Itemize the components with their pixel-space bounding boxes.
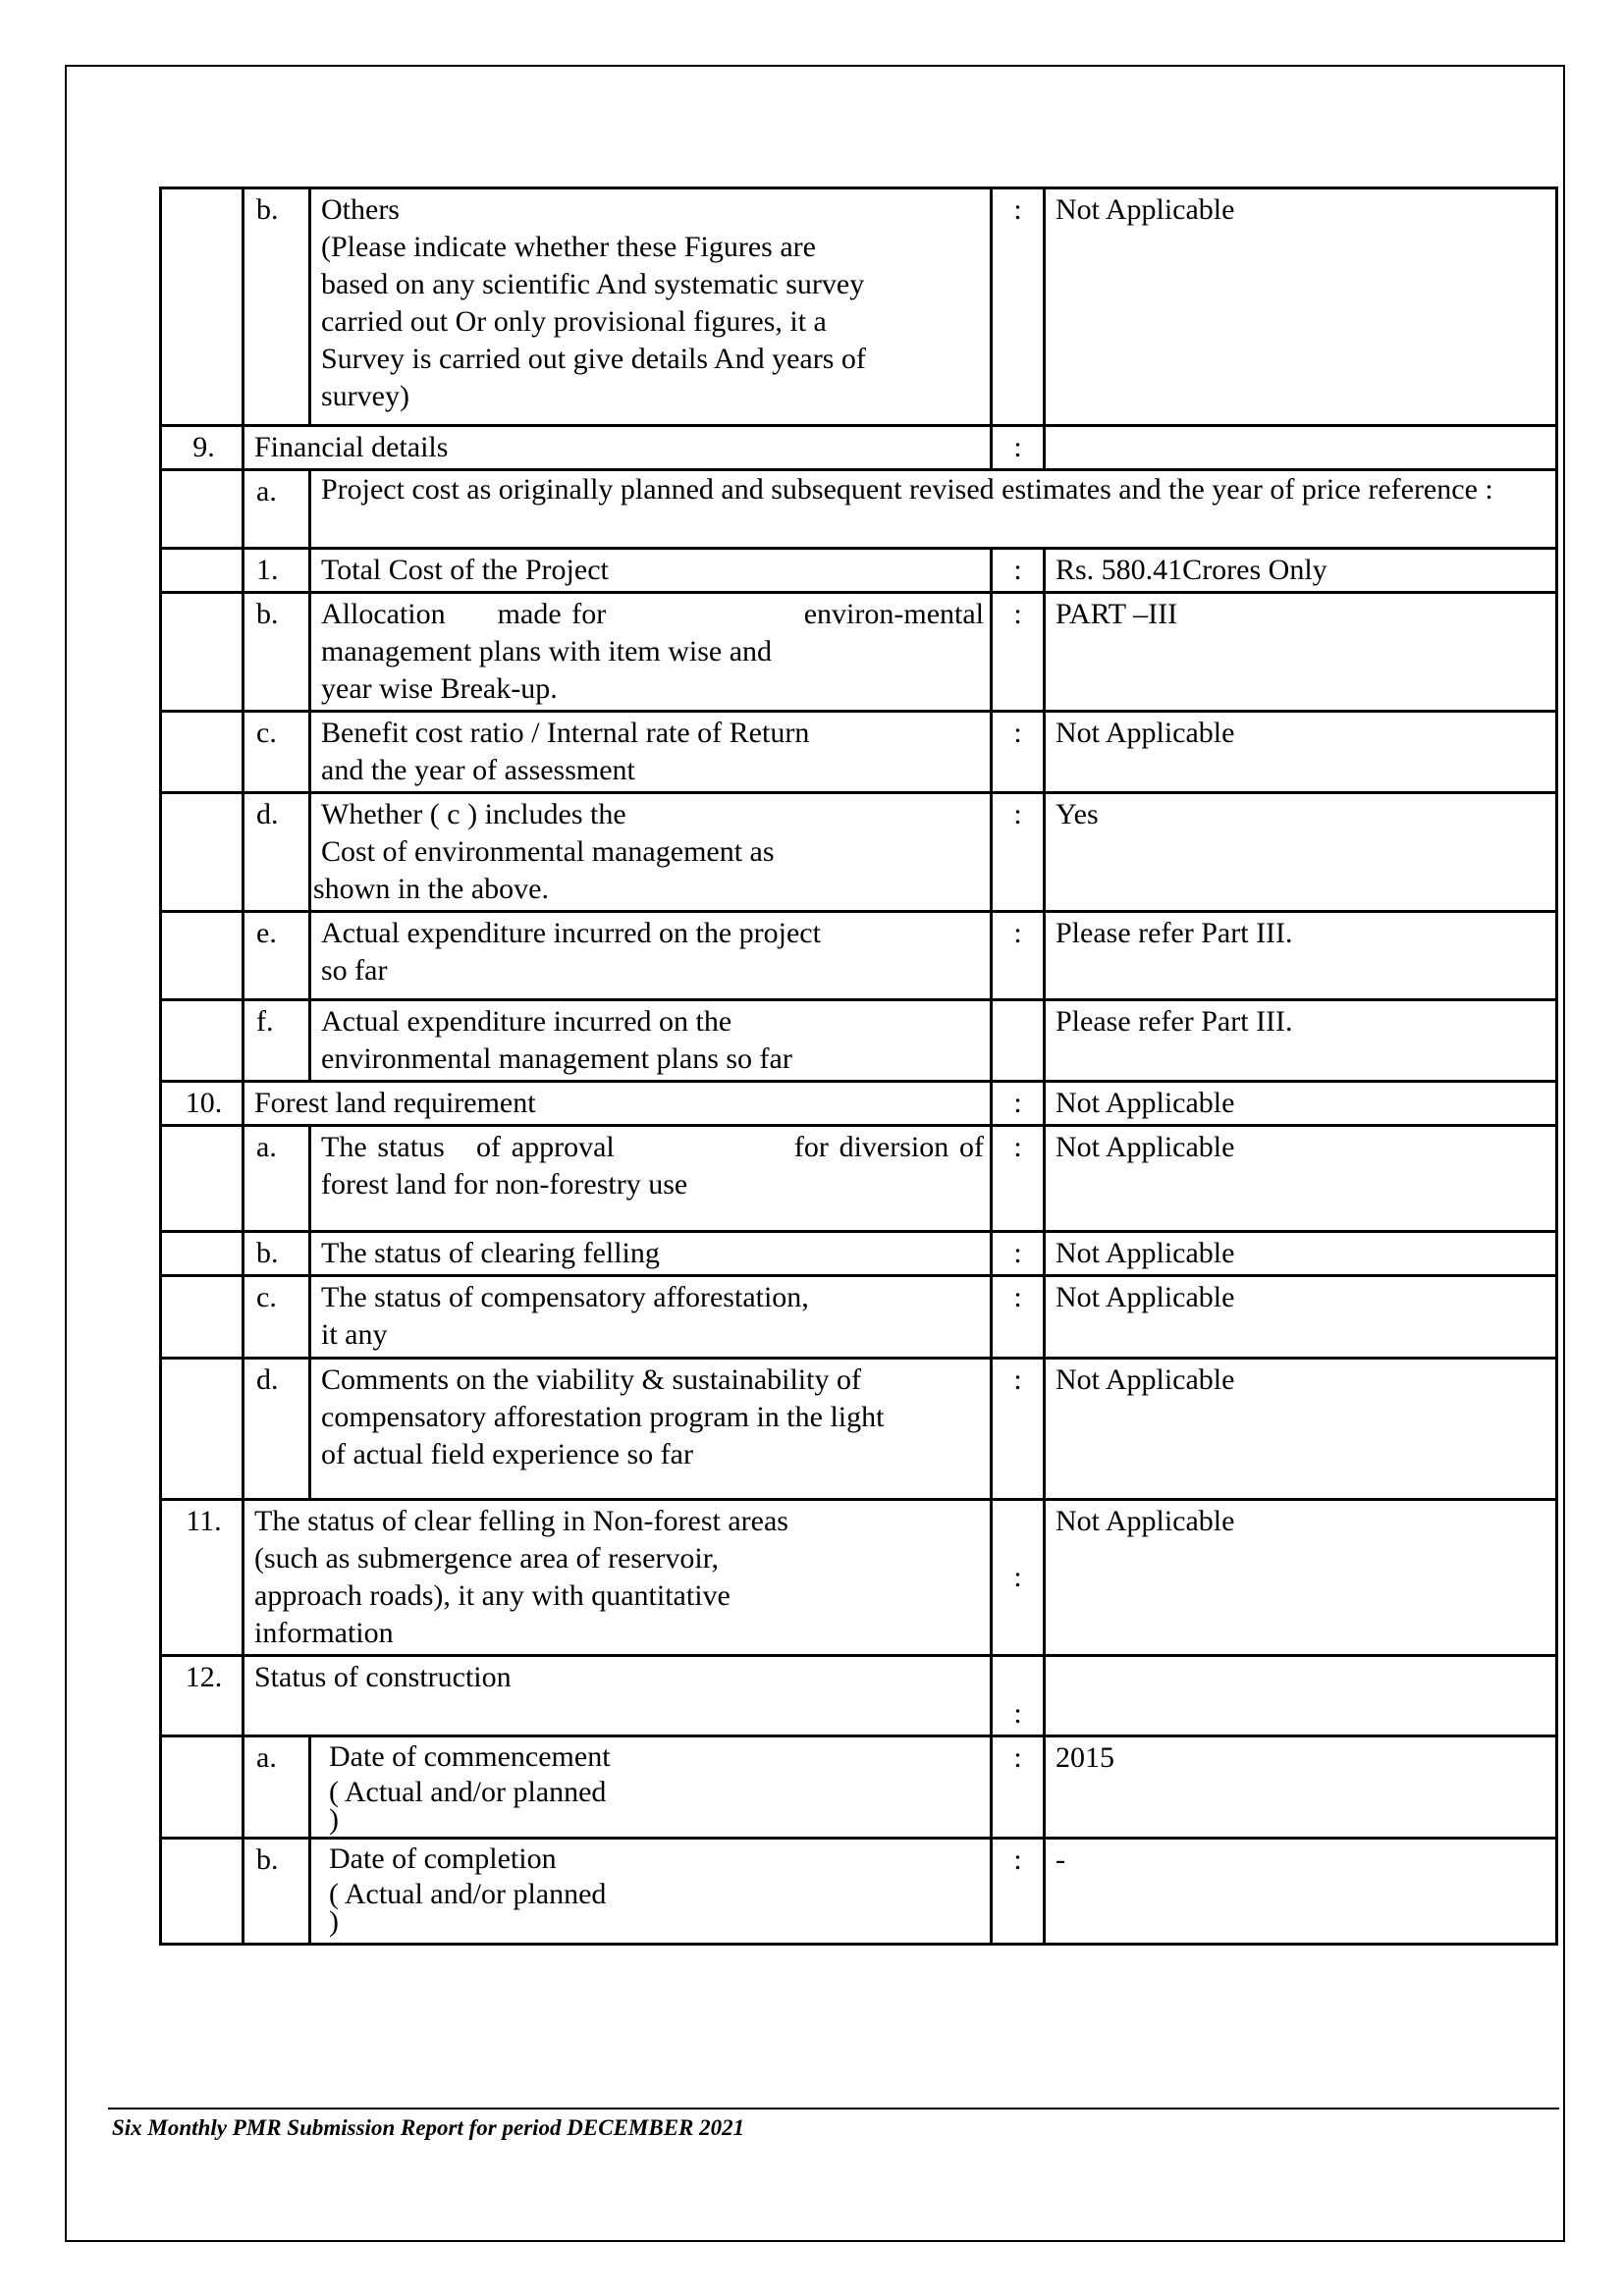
item-description-line: shown in the above. — [313, 873, 549, 905]
item-description-line: it any — [321, 1318, 388, 1351]
sub-item-label: a. — [244, 470, 310, 549]
item-value — [1045, 1656, 1557, 1736]
row-number-cell — [161, 912, 244, 1000]
item-value: Not Applicable — [1045, 1082, 1557, 1126]
colon-separator: : — [992, 1656, 1045, 1736]
item-description-rest: management plans with item wise and year wise Break-up. — [321, 635, 773, 705]
sub-item-label: 1. — [244, 549, 310, 593]
colon-separator: : — [992, 712, 1045, 793]
colon-separator: : — [992, 1500, 1045, 1656]
table-row — [161, 1359, 1557, 1500]
sub-item-label: d. — [244, 793, 310, 912]
sub-item-label: c. — [244, 712, 310, 793]
item-description — [310, 593, 992, 712]
table-row — [161, 793, 1557, 912]
colon-separator: : — [992, 426, 1045, 470]
section-title: Forest land requirement — [244, 1082, 992, 1126]
item-description: Actual expenditure incurred on the environmental management plans so far — [310, 1000, 992, 1082]
table-row — [161, 1000, 1557, 1082]
row-number-cell — [161, 793, 244, 912]
item-description-line: Date of commencement — [329, 1740, 611, 1773]
item-description-line: The status of approval for diversion of — [321, 1131, 984, 1163]
item-description-line: ( Actual and/or planned — [329, 1776, 607, 1808]
sub-item-label: a. — [244, 1126, 310, 1232]
item-description: Benefit cost ratio / Internal rate of Return and the year of assessment — [310, 712, 992, 793]
table-row — [161, 1736, 1557, 1839]
item-description-line: Cost of environmental management as — [321, 835, 775, 868]
item-description-line: Whether ( c ) includes the — [321, 798, 626, 830]
table-row — [161, 912, 1557, 1000]
item-value: Please refer Part III. — [1045, 912, 1557, 1000]
item-description — [310, 793, 992, 912]
item-description-line: ) — [329, 1905, 339, 1938]
footer-report-title: Six Monthly PMR Submission Report for period DECEMBER 2021 — [112, 2115, 745, 2140]
item-description-line: ( Actual and/or planned — [329, 1878, 607, 1910]
colon-separator: : — [992, 1232, 1045, 1276]
colon-separator: : — [992, 1276, 1045, 1359]
sub-item-label: c. — [244, 1276, 310, 1359]
row-number-cell — [161, 1232, 244, 1276]
table-row — [161, 470, 1557, 549]
table-row — [161, 1500, 1557, 1656]
sub-item-label: b. — [244, 1232, 310, 1276]
sub-item-label: b. — [244, 188, 310, 426]
item-value: Not Applicable — [1045, 1126, 1557, 1232]
table-row — [161, 426, 1557, 470]
row-number: 11. — [161, 1500, 244, 1656]
row-number-cell — [161, 1276, 244, 1359]
item-description-line: ) — [329, 1803, 339, 1836]
sub-item-label: a. — [244, 1736, 310, 1839]
row-number: 9. — [161, 426, 244, 470]
table-row — [161, 549, 1557, 593]
item-description: Total Cost of the Project — [310, 549, 992, 593]
colon-separator: : — [992, 1839, 1045, 1945]
footer-divider — [108, 2108, 1559, 2109]
colon-separator: : — [992, 1736, 1045, 1839]
section-title: The status of clear felling in Non-forest areas (such as submergence area of reservoir, approach roads), it any with quantitative information — [244, 1500, 992, 1656]
colon-separator: : — [992, 549, 1045, 593]
item-description-rest: forest land for non-forestry use — [321, 1168, 688, 1201]
table-row — [161, 188, 1557, 426]
section-title: Financial details — [244, 426, 992, 470]
item-title: Others — [321, 193, 400, 226]
row-number-cell — [161, 470, 244, 549]
table-row — [161, 1839, 1557, 1945]
item-value: PART –III — [1045, 593, 1557, 712]
item-description: The status of clearing felling — [310, 1232, 992, 1276]
sub-item-label: d. — [244, 1359, 310, 1500]
item-description: Actual expenditure incurred on the project so far — [310, 912, 992, 1000]
item-value: Not Applicable — [1045, 188, 1557, 426]
colon-separator: : — [992, 793, 1045, 912]
item-description — [310, 1839, 992, 1945]
item-description — [310, 1126, 992, 1232]
table-row — [161, 593, 1557, 712]
pmr-details-table — [159, 187, 1558, 1946]
row-number-cell — [161, 1359, 244, 1500]
colon-separator: : — [992, 912, 1045, 1000]
item-description — [310, 1736, 992, 1839]
item-value: Not Applicable — [1045, 712, 1557, 793]
item-value: Not Applicable — [1045, 1232, 1557, 1276]
item-description — [310, 188, 992, 426]
table-row — [161, 1232, 1557, 1276]
row-number: 12. — [161, 1656, 244, 1736]
item-description: Comments on the viability & sustainability of compensatory afforestation program in the light of actual field experience so far — [310, 1359, 992, 1500]
table-row — [161, 1082, 1557, 1126]
row-number: 10. — [161, 1082, 244, 1126]
sub-item-label: b. — [244, 593, 310, 712]
section-title: Status of construction — [244, 1656, 992, 1736]
row-number-cell — [161, 1839, 244, 1945]
item-value — [1045, 426, 1557, 470]
item-description-line: Date of completion — [329, 1842, 557, 1875]
colon-separator: : — [992, 188, 1045, 426]
colon-separator: : — [992, 1126, 1045, 1232]
table-row — [161, 1656, 1557, 1736]
row-number-cell — [161, 1000, 244, 1082]
item-value: Yes — [1045, 793, 1557, 912]
row-number-cell — [161, 188, 244, 426]
row-number-cell — [161, 593, 244, 712]
item-description: Project cost as originally planned and subsequent revised estimates and the year of price reference : — [310, 470, 1557, 549]
row-number-cell — [161, 712, 244, 793]
table-row — [161, 1126, 1557, 1232]
colon-separator: : — [992, 1082, 1045, 1126]
row-number-cell — [161, 1126, 244, 1232]
item-value: Not Applicable — [1045, 1359, 1557, 1500]
item-value: - — [1045, 1839, 1557, 1945]
sub-item-label: f. — [244, 1000, 310, 1082]
colon-separator: : — [992, 593, 1045, 712]
item-detail: (Please indicate whether these Figures are based on any scientific And systematic survey carried out Or only provisional figures, it a Survey is carried out give details And years of survey) — [321, 231, 866, 412]
item-value: Not Applicable — [1045, 1276, 1557, 1359]
colon-separator — [992, 1000, 1045, 1082]
sub-item-label: e. — [244, 912, 310, 1000]
item-description-line: Allocation made for environ-mental — [321, 598, 984, 630]
item-value: 2015 — [1045, 1736, 1557, 1839]
item-value: Please refer Part III. — [1045, 1000, 1557, 1082]
table-row — [161, 712, 1557, 793]
row-number-cell — [161, 1736, 244, 1839]
item-description-line: The status of compensatory afforestation, — [321, 1281, 809, 1313]
item-value: Not Applicable — [1045, 1500, 1557, 1656]
item-value: Rs. 580.41Crores Only — [1045, 549, 1557, 593]
item-description — [310, 1276, 992, 1359]
table-row — [161, 1276, 1557, 1359]
sub-item-label: b. — [244, 1839, 310, 1945]
row-number-cell — [161, 549, 244, 593]
colon-separator: : — [992, 1359, 1045, 1500]
